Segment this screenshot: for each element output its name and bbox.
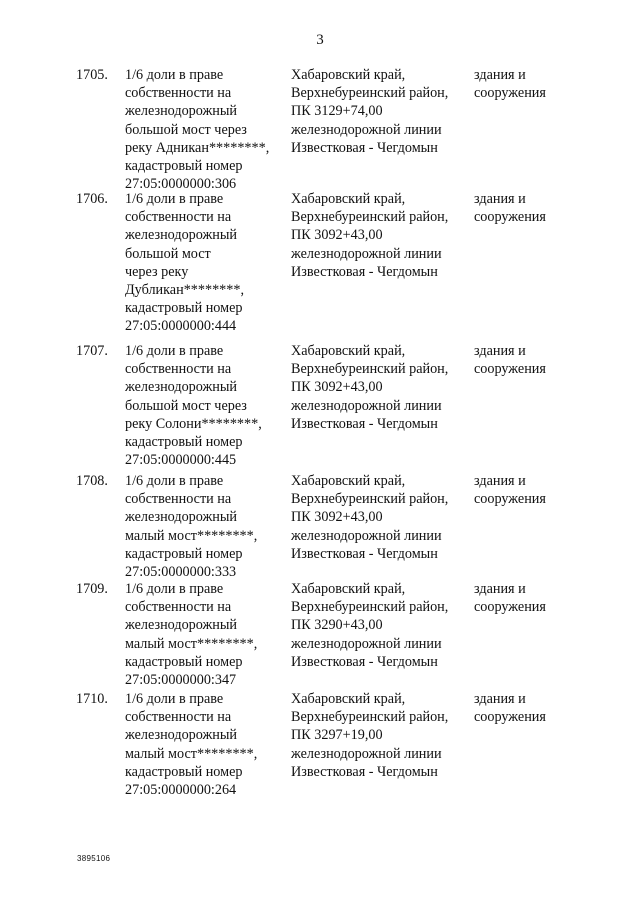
entry-number: 1707. [76, 343, 108, 359]
entry-description-line: 1/6 доли в праве [125, 67, 224, 83]
entry-description-line: 27:05:0000000:444 [125, 318, 237, 335]
entry-number: 1710. [76, 691, 108, 707]
entry-type [474, 66, 594, 102]
entry-address-line: Хабаровский край, [291, 473, 406, 489]
entry-description-line: собственности на [125, 361, 232, 378]
entry-type-line: здания и [474, 581, 526, 597]
entry-description-line: малый мост********, [125, 635, 258, 652]
entry-description [125, 342, 285, 469]
entry-description-line: железнодорожный [125, 509, 238, 526]
entry-address-line: Хабаровский край, [291, 691, 406, 707]
entry-address [291, 472, 471, 563]
entry-description-line: 27:05:0000000:264 [125, 782, 237, 799]
entry-type-line: здания и [474, 67, 526, 83]
entry-address [291, 342, 471, 433]
entry-address-line: железнодорожной линии [291, 635, 442, 652]
entry-address-line: железнодорожной линии [291, 527, 442, 544]
entry-address-line: ПК 3290+43,00 [291, 617, 383, 634]
entry-description-line: 1/6 доли в праве [125, 343, 224, 359]
entry-description-line: железнодорожный [125, 727, 238, 744]
entry-description-line: собственности на [125, 209, 232, 226]
entry-address-line: Известковая - Чегдомын [291, 763, 438, 780]
entry-description-line: 1/6 доли в праве [125, 191, 224, 207]
entry-description-line: железнодорожный [125, 379, 238, 396]
entry-type-line: здания и [474, 691, 526, 707]
entry-address-line: Хабаровский край, [291, 343, 406, 359]
entry-address-line: Известковая - Чегдомын [291, 415, 438, 432]
entry-description-line: кадастровый номер [125, 158, 243, 175]
entry-address-line: железнодорожной линии [291, 745, 442, 762]
entry-type-line: здания и [474, 343, 526, 359]
entry-description-line: Дубликан********, [125, 282, 244, 299]
entry-type-line: сооружения [474, 209, 546, 226]
entry-type [474, 342, 594, 378]
entry-description-line: большой мост через [125, 121, 247, 138]
entry-description-line: 27:05:0000000:333 [125, 564, 237, 581]
entry-address-line: Хабаровский край, [291, 191, 406, 207]
entry-description-line: кадастровый номер [125, 434, 243, 451]
entry-description [125, 472, 285, 581]
entry-description-line: собственности на [125, 85, 232, 102]
entry-description [125, 690, 285, 799]
entry-description-line: малый мост********, [125, 527, 258, 544]
entry-description-line: большой мост [125, 245, 211, 262]
entry-address [291, 190, 471, 281]
entry-type [474, 690, 594, 726]
entry-type-line: сооружения [474, 85, 546, 102]
entry-description-line: малый мост********, [125, 745, 258, 762]
entry-address-line: железнодорожной линии [291, 397, 442, 414]
document-code: 3895106 [77, 854, 111, 863]
entry-type-line: здания и [474, 191, 526, 207]
entry-address-line: Верхнебуреинский район, [291, 599, 449, 616]
entry-number: 1706. [76, 191, 108, 207]
entry-address-line: ПК 3297+19,00 [291, 727, 383, 744]
entry-description-line: 1/6 доли в праве [125, 473, 224, 489]
entry-description-line: железнодорожный [125, 617, 238, 634]
entry-type-line: сооружения [474, 709, 546, 726]
entry-type [474, 190, 594, 226]
entry-description-line: 27:05:0000000:306 [125, 176, 237, 193]
entry-type [474, 472, 594, 508]
entry-type-line: здания и [474, 473, 526, 489]
entry-address-line: Хабаровский край, [291, 581, 406, 597]
entry-type-line: сооружения [474, 491, 546, 508]
entry-address-line: Известковая - Чегдомын [291, 139, 438, 156]
entry-description-line: 1/6 доли в праве [125, 691, 224, 707]
entry-address-line: Верхнебуреинский район, [291, 361, 449, 378]
entry-description-line: железнодорожный [125, 103, 238, 120]
entry-address [291, 66, 471, 157]
entry-description-line: 1/6 доли в праве [125, 581, 224, 597]
entry-type [474, 580, 594, 616]
entry-address [291, 690, 471, 781]
entry-description-line: кадастровый номер [125, 763, 243, 780]
entry-address-line: Верхнебуреинский район, [291, 491, 449, 508]
entry-address-line: железнодорожной линии [291, 121, 442, 138]
entry-description-line: собственности на [125, 491, 232, 508]
entry-type-line: сооружения [474, 361, 546, 378]
entry-address-line: Хабаровский край, [291, 67, 406, 83]
entry-number: 1709. [76, 581, 108, 597]
entry-address-line: железнодорожной линии [291, 245, 442, 262]
entry-description-line: собственности на [125, 599, 232, 616]
entry-description-line: реку Адникан********, [125, 139, 270, 156]
entry-description-line: 27:05:0000000:347 [125, 672, 237, 689]
entry-address-line: Верхнебуреинский район, [291, 209, 449, 226]
entry-description-line: реку Солони********, [125, 415, 262, 432]
entry-description-line: собственности на [125, 709, 232, 726]
entry-description [125, 66, 285, 193]
entry-type-line: сооружения [474, 599, 546, 616]
entry-address-line: ПК 3092+43,00 [291, 509, 383, 526]
entry-description-line: кадастровый номер [125, 653, 243, 670]
entry-address-line: ПК 3092+43,00 [291, 227, 383, 244]
entry-address-line: Верхнебуреинский район, [291, 709, 449, 726]
entry-address-line: Известковая - Чегдомын [291, 653, 438, 670]
entry-description [125, 580, 285, 689]
entry-description-line: кадастровый номер [125, 545, 243, 562]
entry-number: 1705. [76, 67, 108, 83]
entry-address [291, 580, 471, 671]
entry-address-line: ПК 3092+43,00 [291, 379, 383, 396]
entry-description-line: через реку [125, 263, 189, 280]
entry-description-line: железнодорожный [125, 227, 238, 244]
entry-description-line: 27:05:0000000:445 [125, 452, 237, 469]
entry-address-line: Верхнебуреинский район, [291, 85, 449, 102]
entry-description-line: кадастровый номер [125, 300, 243, 317]
page-number: 3 [316, 32, 324, 48]
entry-address-line: Известковая - Чегдомын [291, 545, 438, 562]
entry-address-line: Известковая - Чегдомын [291, 263, 438, 280]
entry-description-line: большой мост через [125, 397, 247, 414]
entry-description [125, 190, 285, 336]
entry-address-line: ПК 3129+74,00 [291, 103, 383, 120]
entry-number: 1708. [76, 473, 108, 489]
